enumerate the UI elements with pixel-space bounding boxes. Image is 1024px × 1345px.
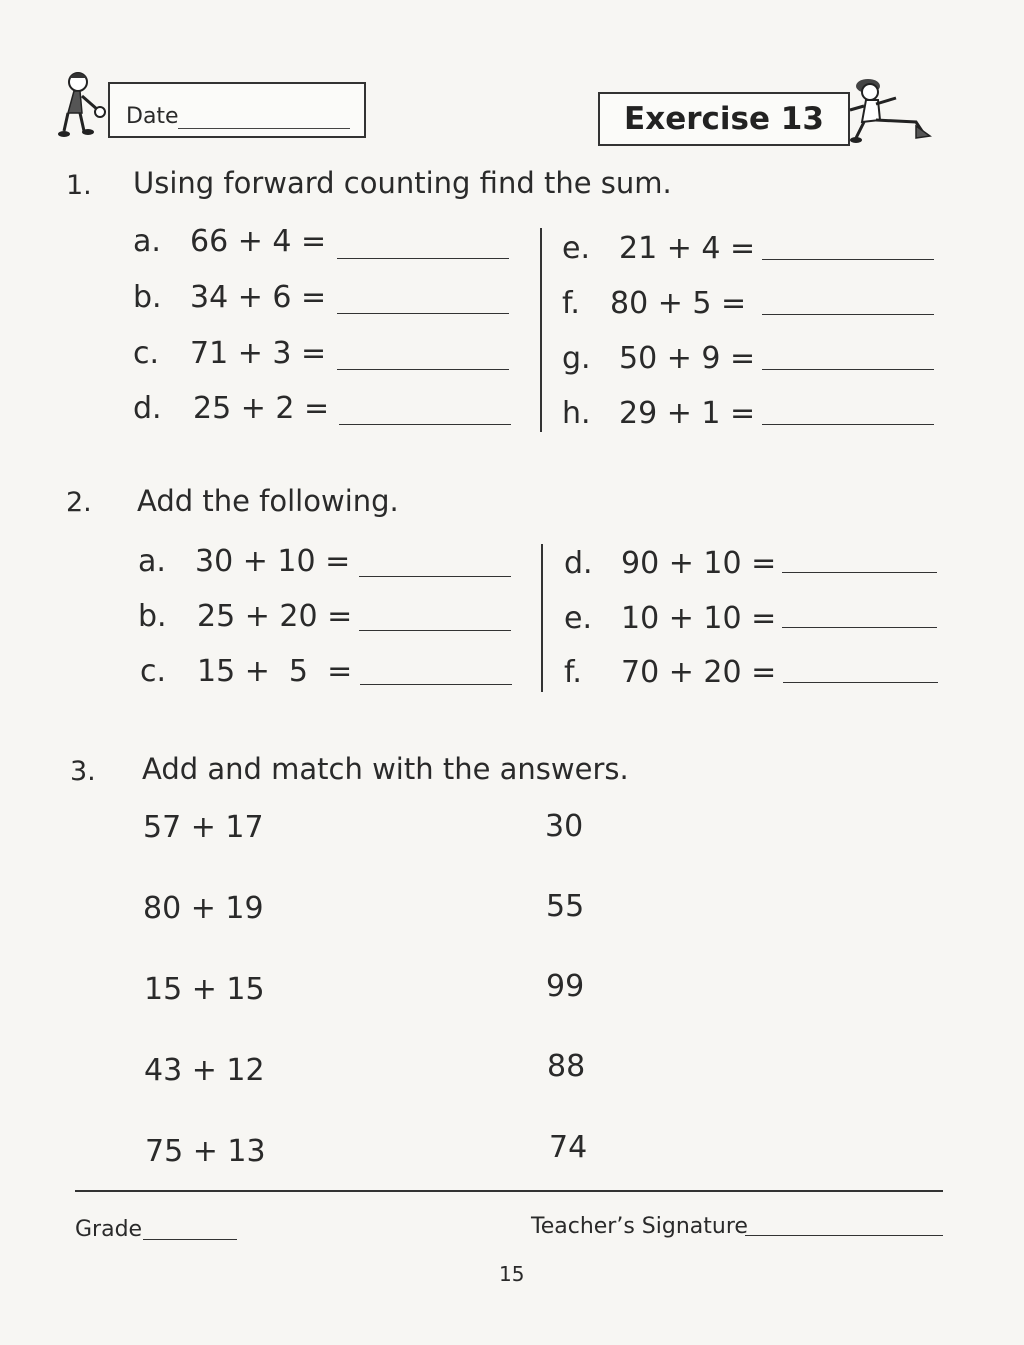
grade-field[interactable]: [143, 1239, 237, 1240]
q3-number: 3.: [70, 756, 96, 787]
q2-answer-e[interactable]: [782, 627, 937, 628]
q1-expr-g: 50 + 9 =: [619, 341, 756, 376]
q3-sum-1[interactable]: 57 + 17: [143, 810, 264, 845]
footer-divider: [75, 1190, 943, 1192]
q2-letter-a: a.: [138, 544, 166, 579]
q1-letter-f: f.: [562, 286, 580, 321]
cartoon-runner-right-icon: [846, 74, 934, 146]
q2-letter-e: e.: [564, 601, 592, 636]
q1-answer-h[interactable]: [762, 424, 934, 425]
q2-number: 2.: [66, 487, 92, 518]
q2-letter-c: c.: [140, 654, 167, 689]
exercise-title: Exercise 13: [598, 92, 850, 146]
q3-answer-1[interactable]: 30: [545, 809, 584, 844]
q2-expr-e: 10 + 10 =: [621, 601, 777, 636]
q2-title: Add the following.: [137, 484, 399, 518]
q2-answer-b[interactable]: [359, 630, 511, 631]
q3-answer-2[interactable]: 55: [546, 889, 585, 924]
q2-expr-a: 30 + 10 =: [195, 544, 351, 579]
q1-answer-a[interactable]: [337, 258, 509, 259]
q3-answer-4[interactable]: 88: [547, 1049, 586, 1084]
q3-title: Add and match with the answers.: [142, 752, 629, 786]
q3-sum-3[interactable]: 15 + 15: [144, 972, 265, 1007]
q2-answer-a[interactable]: [359, 576, 511, 577]
page-number: 15: [499, 1262, 525, 1286]
q2-expr-f: 70 + 20 =: [621, 655, 777, 690]
q1-answer-e[interactable]: [762, 259, 934, 260]
q1-divider: [540, 228, 542, 432]
q2-letter-b: b.: [138, 599, 167, 634]
q2-letter-f: f.: [564, 655, 582, 690]
q2-expr-c: 15 + 5 =: [197, 654, 353, 689]
q1-expr-h: 29 + 1 =: [619, 396, 756, 431]
q2-divider: [541, 544, 543, 692]
q1-letter-b: b.: [133, 280, 162, 315]
q2-answer-c[interactable]: [360, 684, 512, 685]
q3-sum-2[interactable]: 80 + 19: [143, 891, 264, 926]
q1-answer-d[interactable]: [339, 424, 511, 425]
q1-expr-d: 25 + 2 =: [193, 391, 330, 426]
q3-answer-3[interactable]: 99: [546, 969, 585, 1004]
q1-number: 1.: [66, 170, 92, 201]
q1-title: Using forward counting find the sum.: [133, 166, 672, 200]
q1-answer-g[interactable]: [762, 369, 934, 370]
q1-letter-e: e.: [562, 231, 590, 266]
teacher-signature-label: Teacher’s Signature: [531, 1214, 748, 1239]
teacher-signature-field[interactable]: [745, 1235, 943, 1236]
q2-letter-d: d.: [564, 546, 593, 581]
q1-letter-g: g.: [562, 341, 591, 376]
q1-expr-f: 80 + 5 =: [610, 286, 747, 321]
q3-sum-4[interactable]: 43 + 12: [144, 1053, 265, 1088]
cartoon-boy-left-icon: [58, 68, 110, 140]
q2-answer-f[interactable]: [783, 682, 938, 683]
q1-letter-d: d.: [133, 391, 162, 426]
q1-answer-c[interactable]: [337, 369, 509, 370]
q1-letter-h: h.: [562, 396, 591, 431]
q1-expr-a: 66 + 4 =: [190, 224, 327, 259]
q2-expr-b: 25 + 20 =: [197, 599, 353, 634]
q2-expr-d: 90 + 10 =: [621, 546, 777, 581]
q3-answer-5[interactable]: 74: [549, 1130, 588, 1165]
q1-answer-f[interactable]: [762, 314, 934, 315]
q1-letter-c: c.: [133, 336, 160, 371]
q1-answer-b[interactable]: [337, 313, 509, 314]
q2-answer-d[interactable]: [782, 572, 937, 573]
grade-label: Grade: [75, 1217, 143, 1242]
date-field[interactable]: [178, 128, 350, 129]
q3-sum-5[interactable]: 75 + 13: [145, 1134, 266, 1169]
q1-expr-e: 21 + 4 =: [619, 231, 756, 266]
date-label: Date: [126, 104, 179, 129]
q1-letter-a: a.: [133, 224, 161, 259]
q1-expr-c: 71 + 3 =: [190, 336, 327, 371]
q1-expr-b: 34 + 6 =: [190, 280, 327, 315]
